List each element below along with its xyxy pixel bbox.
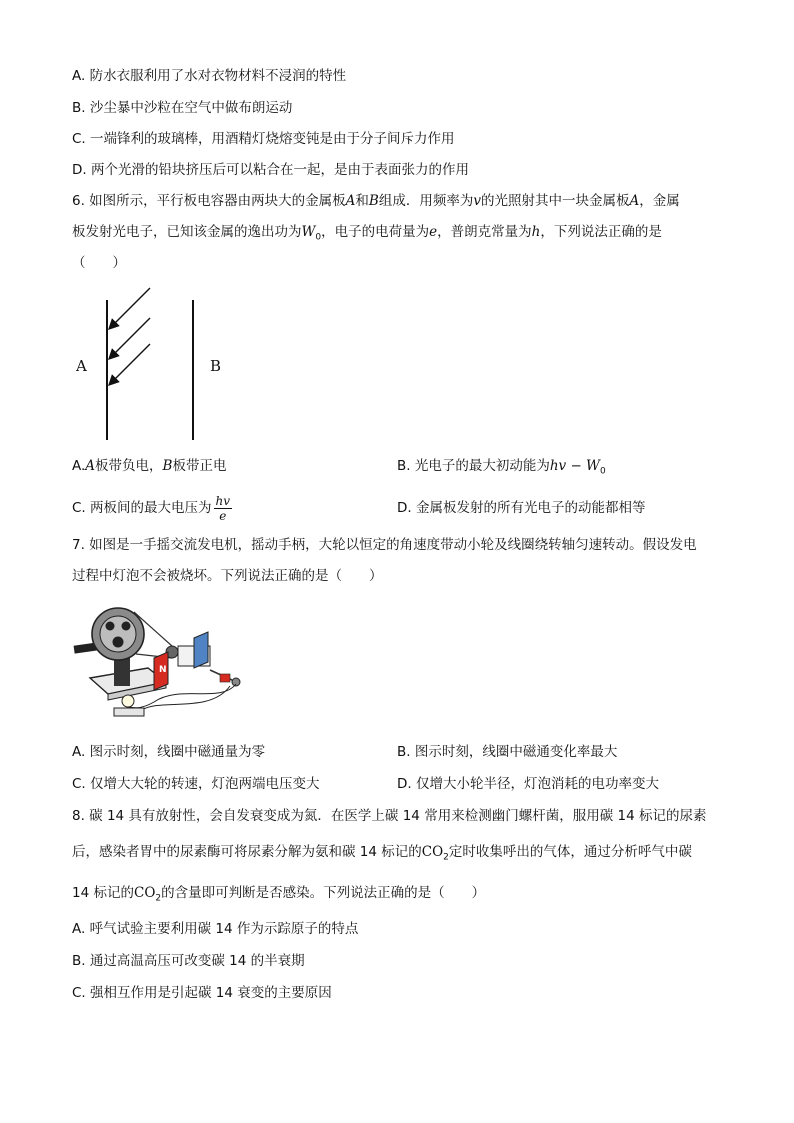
q5-option-d: D. 两个光滑的铅块挤压后可以粘合在一起，是由于表面张力的作用 (72, 162, 469, 178)
q8-stem-line3: 14 标记的$CO_2$的含量即可判断是否感染。下列说法正确的是（ ） (72, 885, 486, 904)
q7-option-a: A. 图示时刻，线圈中磁通量为零 (72, 744, 266, 760)
light-ray-2 (110, 318, 150, 358)
q5-option-b: B. 沙尘暴中沙粒在空气中做布朗运动 (72, 100, 293, 116)
q7-option-d: D. 仅增大小轮半径，灯泡消耗的电功率变大 (397, 776, 659, 792)
voltage-fraction: $\frac{hv}{e}$ (215, 493, 231, 523)
q6-stem-line1: 6. 如图所示，平行板电容器由两块大的金属板A和B组成．用频率为v的光照射其中一块金属板A，金属 (72, 193, 680, 209)
q8-option-b: B. 通过高温高压可改变碳 14 的半衰期 (72, 953, 305, 969)
q7-stem-line2: 过程中灯泡不会被烧坏。下列说法正确的是（ ） (72, 568, 383, 584)
q6-option-c: C. 两板间的最大电压为 $\frac{hv}{e}$ (72, 493, 231, 523)
q6-option-d: D. 金属板发射的所有光电子的动能都相等 (397, 500, 646, 516)
magnet-n-label: N (159, 665, 167, 675)
q6-stem-line2: 板发射光电子，已知该金属的逸出功为$W_0$，电子的电荷量为e，普朗克常量为h，下列说法正确的是 (72, 224, 662, 243)
q6-option-a: A.A板带负电，B板带正电 (72, 458, 227, 474)
q8-stem-line2: 后，感染者胃中的尿素酶可将尿素分解为氨和碳 14 标记的$CO_2$定时收集呼出的气体，通过分析呼气中碳 (72, 844, 692, 863)
light-ray-1 (110, 288, 150, 328)
q7-option-b: B. 图示时刻，线圈中磁通变化率最大 (397, 744, 618, 760)
q6-answer-blank: （ ） (72, 255, 126, 271)
q8-option-c: C. 强相互作用是引起碳 14 衰变的主要原因 (72, 985, 332, 1001)
q5-option-c: C. 一端锋利的玻璃棒，用酒精灯烧熔变钝是由于分子间斥力作用 (72, 131, 455, 147)
q8-option-a: A. 呼气试验主要利用碳 14 作为示踪原子的特点 (72, 921, 359, 937)
figure-label-a: A (76, 357, 87, 375)
bulb (122, 695, 134, 707)
figure-label-b: B (210, 357, 222, 375)
q5-option-a: A. 防水衣服利用了水对衣物材料不浸润的特性 (72, 68, 347, 84)
q7-option-c: C. 仅增大大轮的转速，灯泡两端电压变大 (72, 776, 320, 792)
q7-stem-line1: 7. 如图是一手摇交流发电机，摇动手柄，大轮以恒定的角速度带动小轮及线圈绕转轴匀速转动。假设发电 (72, 537, 697, 553)
light-ray-3 (110, 344, 150, 384)
q8-stem-line1: 8. 碳 14 具有放射性，会自发衰变成为氮．在医学上碳 14 常用来检测幽门螺杆菌，服用碳 14 标记的尿素 (72, 808, 707, 824)
magnet-s (194, 632, 208, 668)
q6-option-b: B. 光电子的最大初动能为hv − $W_0$ (397, 458, 606, 477)
